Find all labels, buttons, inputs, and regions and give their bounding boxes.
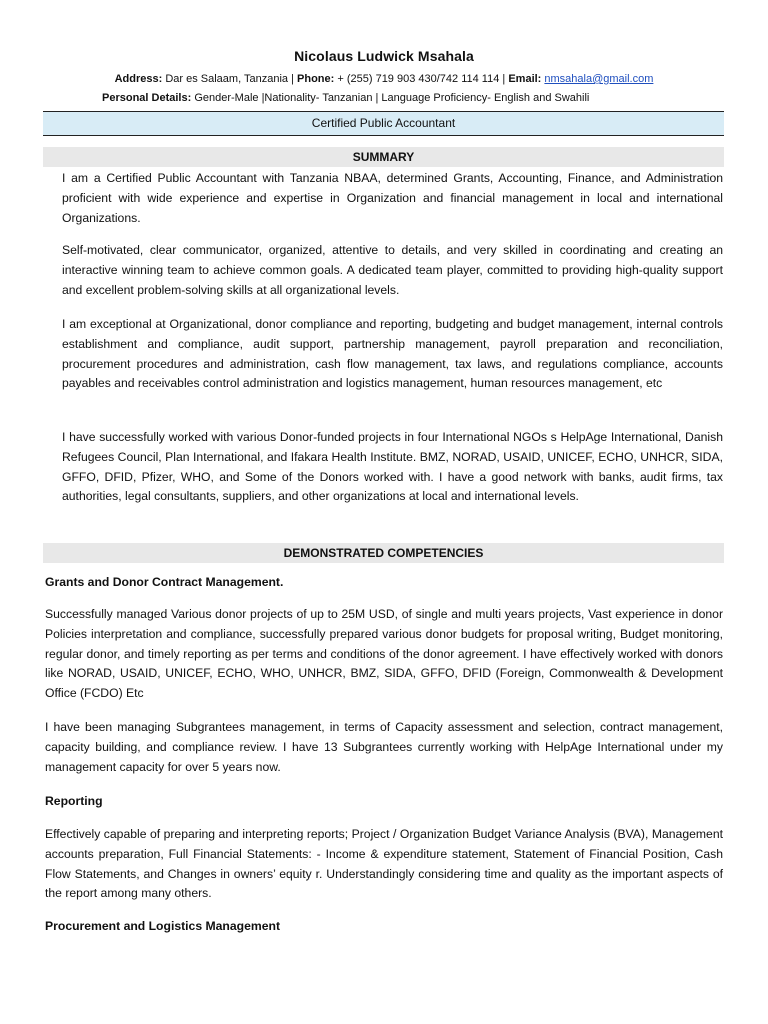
personal-details-label: Personal Details: bbox=[102, 92, 192, 104]
professional-title: Certified Public Accountant bbox=[43, 111, 724, 136]
personal-details-line bbox=[102, 92, 589, 104]
grants-subheading: Grants and Donor Contract Management. bbox=[45, 575, 284, 589]
separator: | bbox=[502, 73, 506, 85]
summary-paragraph: Self-motivated, clear communicator, organized, attentive to details, and very skilled in coordinating and creating an interactive winning team to achieve common goals. A dedicated team player, committed to providing high-quality support and excellent problem-solving skills at all organizational levels. bbox=[62, 243, 723, 297]
separator: | bbox=[291, 73, 294, 85]
summary-heading: SUMMARY bbox=[43, 147, 724, 167]
reporting-paragraph: Effectively capable of preparing and interpreting reports; Project / Organization Budget Variance Analysis (BVA), Management accounts preparation, Full Financial Statements: - Income & expenditure statement, Statement of Financial Position, Cash Flow Statements, and Changes in owners’ equity r. Understandingly considering time and quality as the important aspects of the report among many others. bbox=[45, 827, 723, 901]
summary-paragraph: I am a Certified Public Accountant with Tanzania NBAA, determined Grants, Accounting, Finance, and Administration proficient with wide experience and expertise in Organization and financial management in local and international Organizations. bbox=[62, 171, 723, 225]
competency-paragraph: I have been managing Subgrantees management, in terms of Capacity assessment and selection, contract management, capacity building, and compliance review. I have 13 Subgrantees currently working with HelpAge International under my management capacity for over 5 years now. bbox=[45, 720, 723, 774]
summary-paragraph: I am exceptional at Organizational, donor compliance and reporting, budgeting and budget management, internal controls establishment and compliance, audit support, partnership management, payroll preparation and reconciliation, procurement procedures and administration, cash flow management, tax laws, and regulations compliance, accounts payables and receivables control administration and logistics management, human resources management, etc bbox=[62, 317, 723, 391]
competencies-heading: DEMONSTRATED COMPETENCIES bbox=[43, 543, 724, 563]
procurement-subheading: Procurement and Logistics Management bbox=[45, 919, 280, 933]
phone-value: + (255) 719 903 430/742 114 114 bbox=[337, 73, 500, 85]
address-label: Address: bbox=[114, 73, 163, 85]
candidate-name: Nicolaus Ludwick Msahala bbox=[294, 48, 474, 64]
summary-paragraph: I have successfully worked with various Donor-funded projects in four International NGOs s HelpAge International, Danish Refugees Council, Plan International, and Ifakara Health Institute. BMZ, NORAD, USAID, UNICEF, ECHO, UNHCR, SIDA, GFFO, DFID, Pfizer, WHO, and Some of the Donors worked with. I have a good network with banks, audit firms, tax authorities, legal consultants, suppliers, and other organizations at local and international levels. bbox=[62, 430, 723, 504]
email-label: Email: bbox=[508, 73, 542, 85]
phone-label: Phone: bbox=[297, 73, 335, 85]
personal-details-value: Gender-Male |Nationality- Tanzanian | Language Proficiency- English and Swahili bbox=[194, 92, 590, 104]
address-value: Dar es Salaam, Tanzania bbox=[165, 73, 289, 85]
reporting-subheading: Reporting bbox=[45, 794, 103, 808]
email-link[interactable]: nmsahala@gmail.com bbox=[544, 73, 654, 85]
competency-paragraph: Successfully managed Various donor projects of up to 25M USD, of single and multi years projects, Vast experience in donor Policies interpretation and compliance, successfully prepared various donor budgets for proposal writing, Budget monitoring, regular donor, and timely reporting as per terms and conditions of the donor agreement. I have effectively worked with donors like NORAD, USAID, UNICEF, ECHO, WHO, UNHCR, BMZ, SIDA, GFFO, DFID (Foreign, Commonwealth & Development Office (FCDO) Etc bbox=[45, 607, 723, 701]
contact-line bbox=[0, 73, 768, 85]
